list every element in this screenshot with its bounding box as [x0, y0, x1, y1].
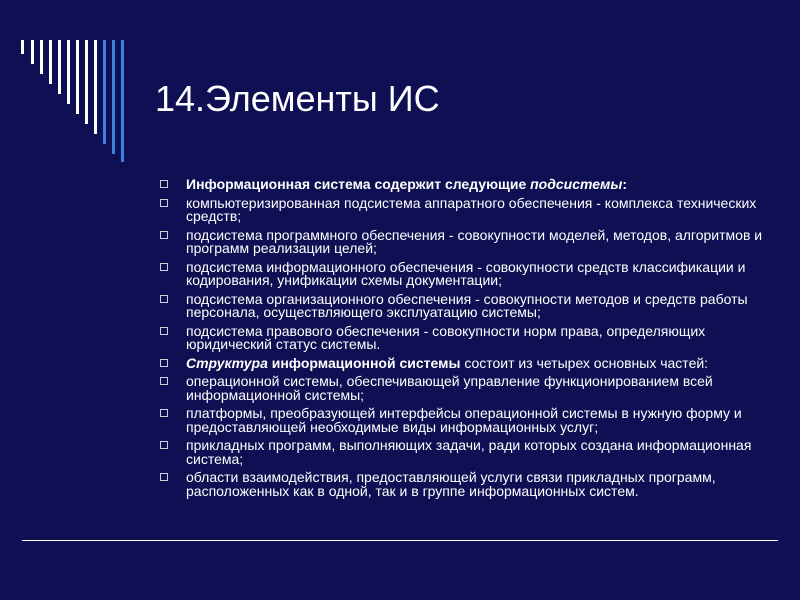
slide-title: 14.Элементы ИС — [155, 78, 440, 119]
list-item-text: : — [622, 176, 628, 192]
list-item — [160, 471, 772, 498]
square-bullet-icon — [160, 327, 168, 335]
square-bullet-icon — [160, 295, 168, 303]
square-bullet-icon — [160, 473, 168, 481]
square-bullet-icon — [160, 377, 168, 385]
list-item-text: подсистема информационного обеспечения - совокупности средств классификации и кодирования, унификации схемы документации; — [186, 258, 746, 288]
list-item — [160, 322, 772, 352]
square-bullet-icon — [160, 199, 168, 207]
list-item — [160, 258, 772, 288]
list-item — [160, 290, 772, 320]
list-item-text: подсистема правового обеспечения - совокупности норм права, определяющих юридический статус системы. — [186, 322, 706, 352]
list-item-text: области взаимодействия, предоставляющей услуги связи прикладных программ, расположенных как в одной, так и в группе информационных систем. — [186, 469, 716, 499]
list-item — [160, 226, 772, 256]
list-item — [160, 194, 772, 224]
square-bullet-icon — [160, 231, 168, 239]
list-item — [160, 178, 772, 192]
list-item — [160, 354, 772, 371]
list-item-text: подсистема организационного обеспечения - совокупности методов и средств работы персонала, осуществляющего эксплуатацию системы; — [186, 290, 748, 320]
footer-divider — [22, 540, 778, 541]
list-item-text: Структура — [186, 354, 268, 371]
list-item-text: платформы, преобразующей интерфейсы операционной системы в нужную форму и предоставляющей необходимые виды информационных услуг; — [186, 405, 742, 435]
bullet-list — [160, 178, 772, 503]
square-bullet-icon — [160, 263, 168, 271]
list-item — [160, 439, 772, 466]
list-item-text: информационной системы — [267, 354, 461, 371]
square-bullet-icon — [160, 180, 168, 188]
square-bullet-icon — [160, 441, 168, 449]
list-item-text: операционной системы, обеспечивающей управление функционированием всей информационной системы; — [186, 373, 713, 403]
list-item-text: компьютеризированная подсистема аппаратного обеспечения - комплекса технических средств; — [186, 194, 757, 224]
square-bullet-icon — [160, 409, 168, 417]
list-item-text: состоит из четырех основных частей: — [460, 354, 709, 371]
list-item — [160, 375, 772, 402]
list-item-text: Информационная система содержит следующие — [186, 176, 531, 192]
square-bullet-icon — [160, 359, 168, 367]
list-item-text: подсистемы — [530, 176, 623, 192]
list-item — [160, 407, 772, 434]
list-item-text: подсистема программного обеспечения - совокупности моделей, методов, алгоритмов и программ реализации целей; — [186, 226, 763, 256]
decorative-stripes — [0, 0, 135, 165]
list-item-text: прикладных программ, выполняющих задачи, ради которых создана информационная система; — [186, 437, 752, 467]
